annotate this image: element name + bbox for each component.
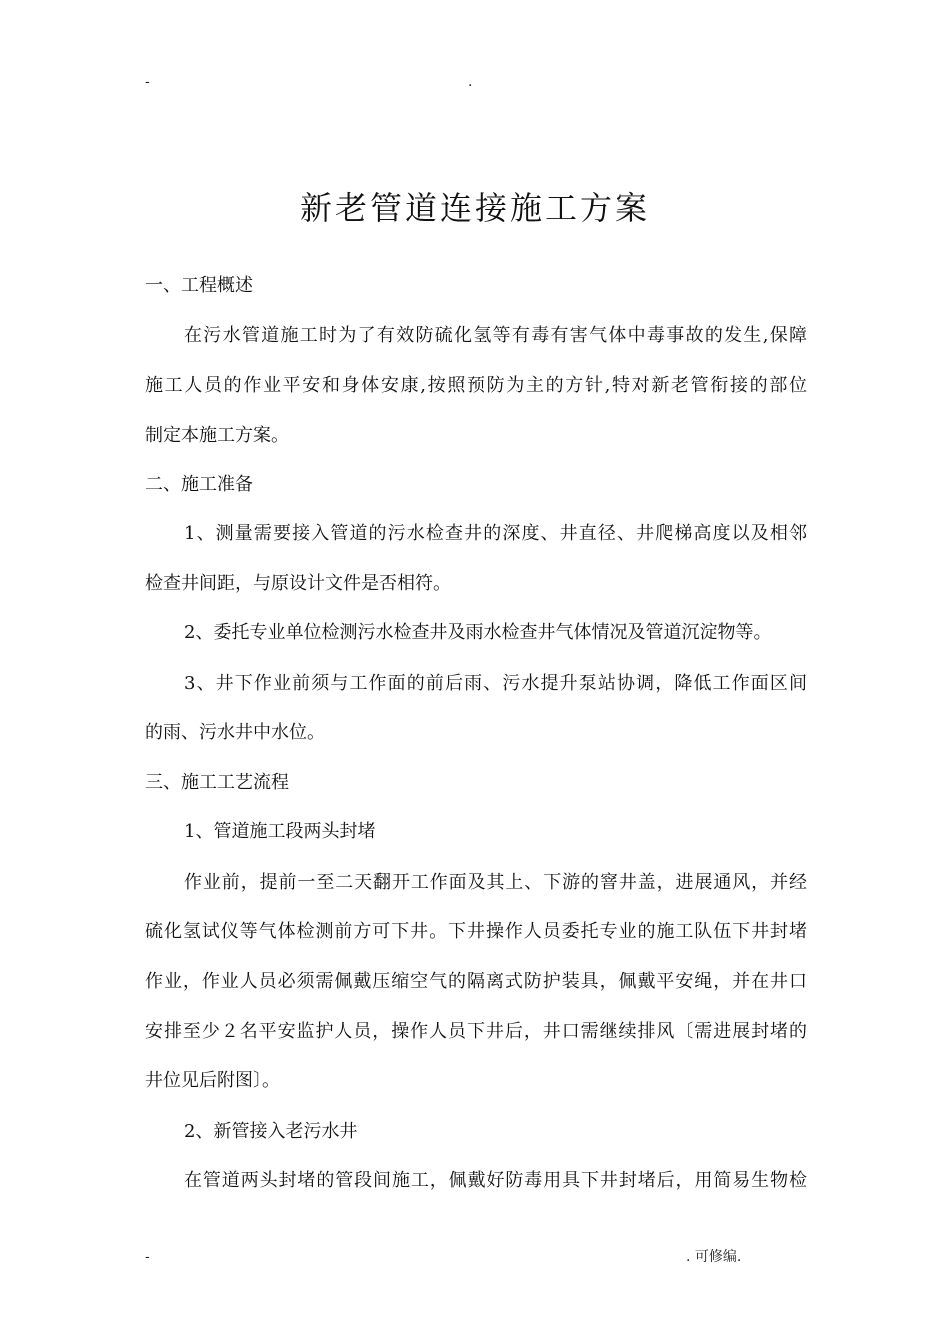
- header-right-mark: .: [468, 74, 473, 90]
- paragraph-line: 硫化氢试仪等气体检测前方可下井。下井操作人员委托专业的施工队伍下井封堵: [145, 921, 807, 942]
- paragraph-line: 3、井下作业前须与工作面的前后雨、污水提升泵站协调，降低工作面区间: [184, 673, 807, 694]
- paragraph-line: 制定本施工方案。: [145, 425, 289, 446]
- paragraph-line: 作业，作业人员必须需佩戴压缩空气的隔离式防护装具，佩戴平安绳，并在井口: [145, 971, 807, 992]
- paragraph-line: 安排至少２名平安监护人员，操作人员下井后，井口需继续排风〔需进展封堵的: [145, 1021, 807, 1042]
- paragraph-line: 检查井间距，与原设计文件是否相符。: [145, 573, 451, 594]
- paragraph-line: 的雨、污水井中水位。: [145, 722, 325, 743]
- section-heading-preparation: 二、施工准备: [145, 474, 253, 495]
- paragraph-line: 在管道两头封堵的管段间施工，佩戴好防毒用具下井封堵后，用简易生物检: [184, 1170, 807, 1191]
- subheading-new-pipe: 2、新管接入老污水井: [184, 1121, 358, 1142]
- document-title: 新老管道连接施工方案: [299, 189, 650, 227]
- section-heading-overview: 一、工程概述: [145, 275, 253, 296]
- footer-left-mark: -: [145, 1249, 150, 1265]
- paragraph-line: 在污水管道施工时为了有效防硫化氢等有毒有害气体中毒事故的发生,保障: [184, 325, 807, 346]
- section-heading-process: 三、施工工艺流程: [145, 772, 289, 793]
- footer-editable-note: . 可修编.: [686, 1249, 742, 1265]
- header-left-mark: -: [145, 74, 150, 90]
- paragraph-line: 井位见后附图〕。: [145, 1070, 280, 1091]
- paragraph-line: 2、委托专业单位检测污水检查井及雨水检查井气体情况及管道沉淀物等。: [184, 622, 772, 643]
- paragraph-line: 1、测量需要接入管道的污水检查井的深度、井直径、井爬梯高度以及相邻: [184, 523, 807, 544]
- paragraph-line: 作业前，提前一至二天翻开工作面及其上、下游的窨井盖，进展通风，并经: [184, 872, 807, 893]
- paragraph-line: 施工人员的作业平安和身体安康,按照预防为主的方针,特对新老管衔接的部位: [145, 375, 807, 396]
- subheading-sealing: 1、管道施工段两头封堵: [184, 821, 376, 842]
